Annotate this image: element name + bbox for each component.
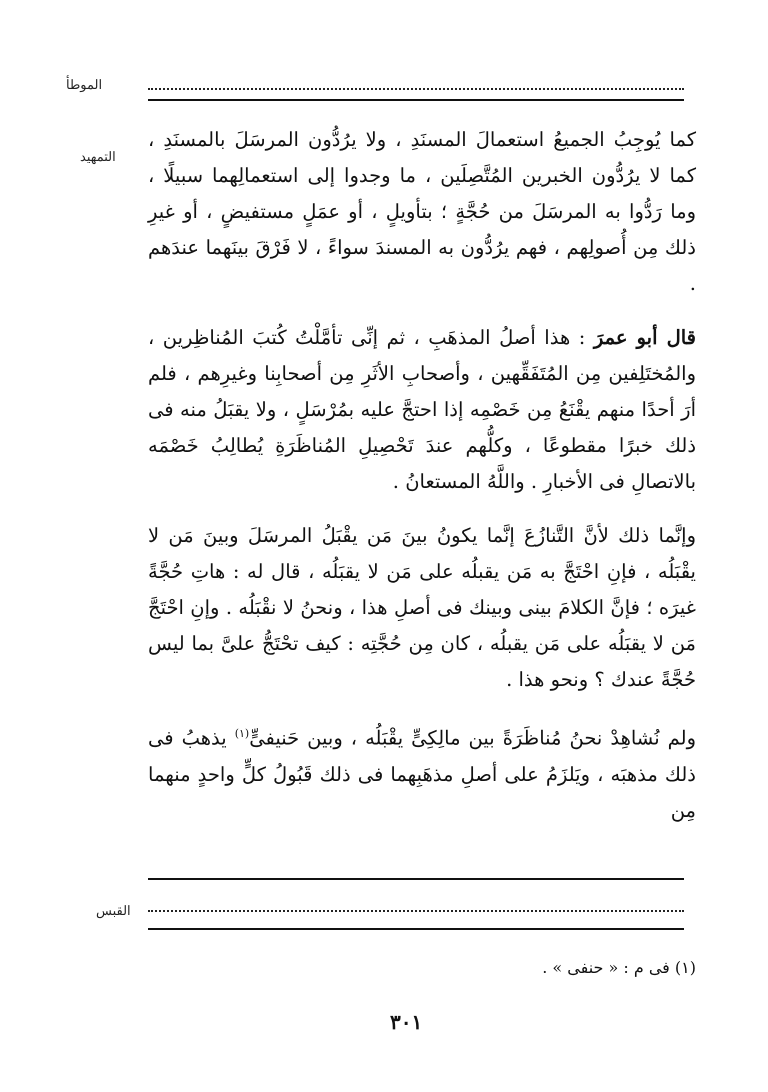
section-side-label: التمهيد (80, 150, 116, 165)
paragraph-2 (148, 320, 696, 500)
page-number: ٣٠١ (390, 1010, 423, 1034)
lower-rule-top (148, 878, 684, 880)
paragraph-1: كما يُوجِبُ الجميعُ استعمالَ المسنَدِ ، ولا يرُدُّون المرسَلَ بالمسنَدِ ، كما لا يرُدُّون الخبرين المُتَّصِلَين ، ما وجدوا إلى استعمالِهما سبيلًا ، وما رَدُّوا به المرسَلَ من حُجَّةٍ ؛ بتأويلٍ ، أو عمَلٍ مستفيضٍ ، أو غيرِ ذلك مِن أُصولِهم ، فهم يرُدُّون به المسندَ سواءً ، لا فَرْقَ بينَهما عندَهم . (148, 128, 696, 295)
header-rule (148, 99, 684, 101)
header-dotted-rule (148, 88, 684, 90)
paragraph-4-text-b: يذهبُ فى ذلك مذهبَه ، ويَلزَمُ على أصلِ مذهَبِهما فى ذلك قَبُولُ كلٍّ واحدٍ منهما مِن (148, 726, 696, 822)
main-text (148, 122, 696, 829)
book-title: الموطأ (66, 78, 103, 93)
paragraph-3: وإنَّما ذلك لأنَّ التَّنازُعَ إنَّما يكونُ بينَ مَن يقْبَلُ المرسَلَ وبينَ مَن لا يقْبَلُه ، فإنِ احْتَجَّ به مَن يقبلُه على مَن لا يقبَلُه ، قال له : هاتِ حُجَّةً غيرَه ؛ فإنَّ الكلامَ بينى وبينك فى أصلِ هذا ، ونحنُ لا نقْبَلُه . وإنِ احْتَجَّ مَن لا يقبَلُه على مَن يقبلُه ، كان مِن حُجَّتِه : كيف تحْتَجُّ علىَّ بما ليس حُجَّةً عندك ؟ ونحو هذا . (148, 524, 696, 691)
lower-rule-bottom (148, 928, 684, 930)
footnote: (١) فى م : « حنفى » . (542, 958, 696, 977)
paragraph-2-text: : هذا أصلُ المذهَبِ ، ثم إنِّى تأمَّلْتُ كُتبَ المُناظِرين ، والمُختَلِفين مِن المُتَفَقِّهين ، وأصحابِ الأثَرِ مِن أصحابِنا وغيرِهم ، فلم أرَ أحدًا منهم يقْنَعُ مِن خَصْمِه إذا احتجَّ عليه بمُرْسَلٍ ، ولا يقبَلُ منه فى ذلك خبرًا مقطوعًا ، وكلُّهم عندَ تَحْصِيلِ المُناظَرَةِ يُطالِبُ خَصْمَه بالاتصالِ فى الأخبارِ . واللَّهُ المستعانُ . (148, 326, 696, 493)
paragraph-4 (148, 716, 696, 829)
paragraph-4-text-a: ولم نُشاهِدْ نحنُ مُناظَرَةً بين مالِكِىٍّ يقْبَلُه ، وبين حَنيفىٍّ (249, 726, 696, 750)
speaker-name: قال أبو عمرَ (593, 326, 696, 349)
footnote-marker: (١) (234, 727, 250, 740)
lower-dotted-rule (148, 910, 684, 912)
lower-side-label: القبس (96, 904, 131, 919)
